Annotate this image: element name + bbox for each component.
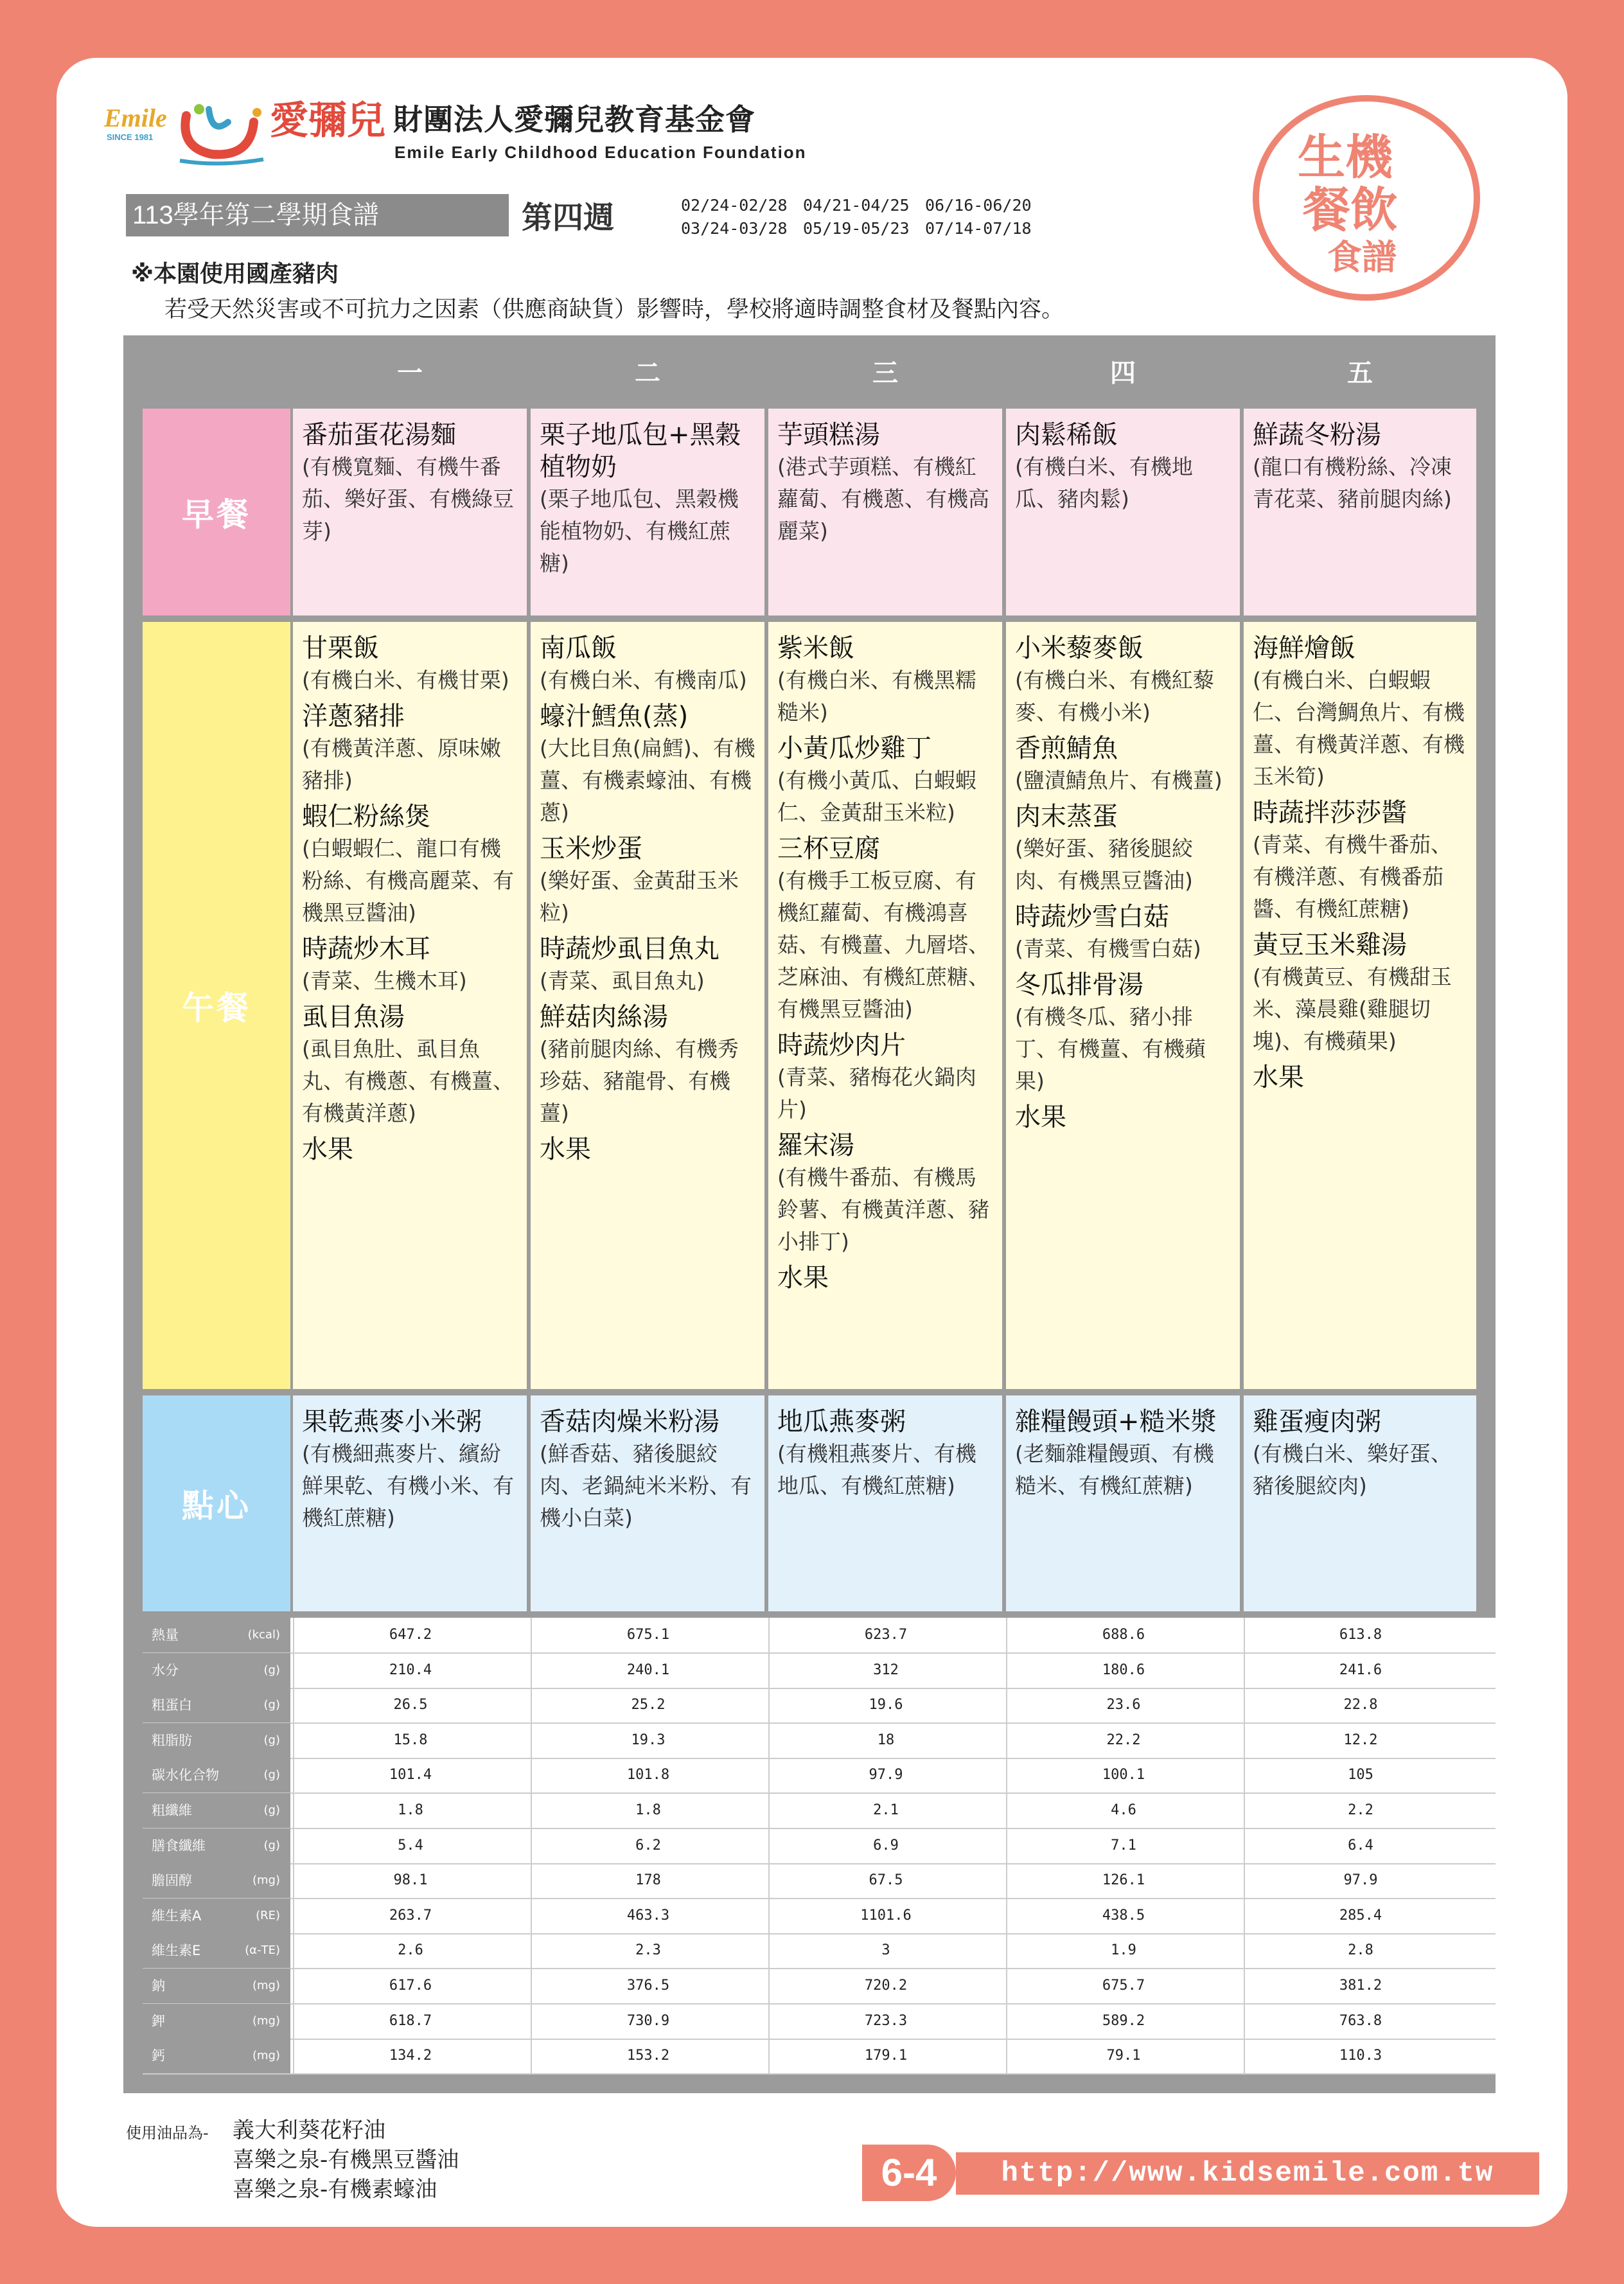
- nutrient-value: 438.5: [1006, 1899, 1240, 1933]
- logo-since-text: SINCE 1981: [107, 132, 154, 142]
- nutrient-value: 1101.6: [768, 1899, 1002, 1933]
- dish-ingredients: (樂好蛋、金黃甜玉米粒): [540, 868, 739, 925]
- nutrient-value: 285.4: [1244, 1899, 1476, 1933]
- date-range: 03/24-03/28: [681, 219, 788, 238]
- nutrient-value: 7.1: [1006, 1828, 1240, 1863]
- nutrient-unit: (mg): [252, 1873, 280, 1888]
- nutrient-value: 19.3: [531, 1723, 764, 1758]
- pork-origin-note: ※本園使用國產豬肉: [131, 261, 339, 287]
- nutrient-value: 98.1: [293, 1863, 527, 1898]
- dish-name: 香煎鯖魚: [1015, 734, 1118, 763]
- nutrient-value: 19.6: [768, 1688, 1002, 1722]
- dish-ingredients: (有機白米、白蝦蝦仁、台灣鯛魚片、有機薑、有機黃洋蔥、有機玉米筍): [1253, 668, 1465, 789]
- menu-cell: [293, 1395, 527, 1611]
- menu-cell: [1244, 409, 1476, 615]
- nutrient-value: 180.6: [1006, 1653, 1240, 1688]
- nutrient-value: 1.8: [531, 1793, 764, 1828]
- nutrient-value: 100.1: [1006, 1758, 1240, 1793]
- date-range: 06/16-06/20: [925, 196, 1032, 215]
- nutrient-name-text: 粗纖維: [152, 1803, 192, 1818]
- nutrient-value: 730.9: [531, 2004, 764, 2039]
- dish-ingredients: (鹽漬鯖魚片、有機薑): [1015, 768, 1222, 793]
- nutrient-name: [143, 1758, 290, 1793]
- dish-name: 時蔬炒雪白菇: [1015, 902, 1169, 932]
- dish-ingredients: (港式芋頭糕、有機紅蘿蔔、有機蔥、有機高麗菜): [777, 454, 989, 544]
- nutrient-value: 675.7: [1006, 1969, 1240, 2003]
- nutrient-name-text: 鈉: [152, 1978, 165, 1994]
- dish-ingredients: (有機寬麵、有機牛番茄、樂好蛋、有機綠豆芽): [302, 454, 514, 544]
- dish-name: 時蔬拌莎莎醬: [1253, 798, 1407, 828]
- dish-ingredients: (大比目魚(扁鱈)、有機薑、有機素蠔油、有機蔥): [540, 736, 755, 825]
- nutrient-value: 101.8: [531, 1758, 764, 1793]
- nutrient-name: [143, 1969, 290, 2003]
- nutrient-value: 2.3: [531, 1933, 764, 1968]
- meal-label: [143, 1395, 290, 1611]
- nutrient-unit: (mg): [252, 1979, 280, 1992]
- nutrient-value: 26.5: [293, 1688, 527, 1722]
- meal-label: [143, 409, 290, 615]
- dish-ingredients: (青菜、虱目魚丸): [540, 968, 705, 993]
- nutrient-name-text: 粗蛋白: [152, 1697, 192, 1713]
- date-range: 05/19-05/23: [803, 219, 910, 238]
- meal-label-text: 早餐: [182, 496, 251, 533]
- dish-name: 紫米飯: [777, 633, 854, 663]
- dish-name: 時蔬炒木耳: [302, 934, 430, 964]
- nutrient-value: 105: [1244, 1758, 1476, 1793]
- nutrient-value: 617.6: [293, 1969, 527, 2003]
- nutrient-name-text: 水分: [152, 1662, 179, 1678]
- dish-name: 水果: [302, 1135, 353, 1164]
- menu-cell: [1244, 1395, 1476, 1611]
- menu-cell: [768, 1395, 1002, 1611]
- org-name-chinese: 財團法人愛彌兒教育基金會: [393, 102, 755, 137]
- nutrition-table: [143, 1618, 1496, 2074]
- nutrient-unit: (mg): [252, 2049, 280, 2063]
- nutrient-name: [143, 2004, 290, 2039]
- organic-menu-badge: [1253, 95, 1480, 301]
- dish-name: 水果: [1015, 1102, 1066, 1132]
- menu-cell: [768, 622, 1002, 1389]
- dish-name: 水果: [1253, 1063, 1304, 1092]
- nutrient-value: 6.2: [531, 1828, 764, 1863]
- dish-name: 南瓜飯: [540, 633, 617, 663]
- nutrient-name: [143, 1723, 290, 1758]
- nutrient-value: 381.2: [1244, 1969, 1476, 2003]
- nutrient-value: 101.4: [293, 1758, 527, 1793]
- nutrition-row: [143, 1723, 1496, 1759]
- nutrient-value: 97.9: [1244, 1863, 1476, 1898]
- nutrient-value: 675.1: [531, 1618, 764, 1652]
- nutrition-row: [143, 1899, 1496, 1934]
- nutrient-value: 12.2: [1244, 1723, 1476, 1758]
- nutrient-value: 4.6: [1006, 1793, 1240, 1828]
- nutrient-value: 126.1: [1006, 1863, 1240, 1898]
- nutrient-name: [143, 1653, 290, 1688]
- nutrient-value: 6.4: [1244, 1828, 1476, 1863]
- day-header: 五: [1347, 359, 1373, 388]
- nutrition-row: [143, 2004, 1496, 2040]
- menu-cell: [1006, 1395, 1240, 1611]
- nutrient-name: [143, 2039, 290, 2073]
- nutrient-value: 210.4: [293, 1653, 527, 1688]
- menu-title: 113學年第二學期食譜: [126, 194, 509, 236]
- dish-name: 時蔬炒肉片: [777, 1031, 906, 1060]
- nutrient-value: 263.7: [293, 1899, 527, 1933]
- nutrient-value: 688.6: [1006, 1618, 1240, 1652]
- dish-ingredients: (豬前腿肉絲、有機秀珍菇、豬龍骨、有機薑): [540, 1036, 739, 1126]
- dish-ingredients: (有機白米、有機南瓜): [540, 668, 747, 693]
- dish-name: 洋蔥豬排: [302, 702, 405, 731]
- nutrient-value: 2.1: [768, 1793, 1002, 1828]
- dish-ingredients: (虱目魚肚、虱目魚丸、有機蔥、有機薑、有機黃洋蔥): [302, 1036, 514, 1126]
- nutrient-value: 240.1: [531, 1653, 764, 1688]
- day-header: 三: [872, 359, 898, 388]
- nutrient-unit: (g): [263, 1803, 280, 1817]
- nutrient-value: 1.9: [1006, 1933, 1240, 1968]
- nutrient-value: 15.8: [293, 1723, 527, 1758]
- nutrient-name-text: 鉀: [152, 2013, 165, 2029]
- dish-name: 蝦仁粉絲煲: [302, 802, 430, 831]
- dish-name: 蠔汁鱈魚(蒸): [540, 702, 689, 731]
- menu-table: [123, 335, 1496, 2093]
- menu-cell: [1244, 622, 1476, 1389]
- dish-name: 雞蛋瘦肉粥: [1253, 1407, 1381, 1437]
- badge-line-2: 餐飲: [1303, 182, 1398, 238]
- nutrition-row: [143, 1933, 1496, 1969]
- dish-name: 甘栗飯: [302, 633, 379, 663]
- menu-cell: [1006, 409, 1240, 615]
- dish-ingredients: (有機手工板豆腐、有機紅蘿蔔、有機鴻喜菇、有機薑、九層塔、芝麻油、有機紅蔗糖、有機黑豆醬油): [777, 868, 989, 1022]
- nutrient-unit: (g): [263, 1768, 280, 1782]
- nutrient-unit: (g): [263, 1733, 280, 1747]
- dish-name: 水果: [540, 1135, 591, 1164]
- dish-ingredients: (白蝦蝦仁、龍口有機粉絲、有機高麗菜、有機黑豆醬油): [302, 836, 514, 925]
- nutrition-row: [143, 1653, 1496, 1689]
- menu-cell: [293, 409, 527, 615]
- nutrient-value: 463.3: [531, 1899, 764, 1933]
- dish-ingredients: (栗子地瓜包、黑穀機能植物奶、有機紅蔗糖): [540, 486, 739, 576]
- dish-name: 水果: [777, 1263, 829, 1293]
- dish-name: 小黃瓜炒雞丁: [777, 734, 931, 763]
- dish-name: 芋頭糕湯: [777, 420, 880, 450]
- dish-name: 香菇肉燥米粉湯: [540, 1407, 719, 1437]
- nutrient-name: [143, 1933, 290, 1968]
- website-link[interactable]: http://www.kidsemile.com.tw: [956, 2152, 1539, 2195]
- nutrient-name-text: 膳食纖維: [152, 1837, 206, 1854]
- nutrient-value: 5.4: [293, 1828, 527, 1863]
- dish-name: 番茄蛋花湯麵: [302, 420, 456, 450]
- dish-ingredients: (青菜、豬梅花火鍋肉片): [777, 1065, 976, 1122]
- meal-label-text: 點心: [182, 1487, 251, 1525]
- nutrient-name-text: 碳水化合物: [152, 1767, 219, 1784]
- menu-cell: [531, 622, 764, 1389]
- nutrient-value: 134.2: [293, 2039, 527, 2073]
- menu-cell: [768, 409, 1002, 615]
- dish-ingredients: (有機黃豆、有機甜玉米、藻晨雞(雞腿切塊)、有機蘋果): [1253, 964, 1452, 1054]
- oil-item: 喜樂之泉-有機黑豆醬油: [233, 2147, 459, 2173]
- nutrient-value: 376.5: [531, 1969, 764, 2003]
- nutrient-unit: (α-TE): [245, 1943, 280, 1958]
- dish-ingredients: (有機白米、有機黑糯糙米): [777, 668, 976, 725]
- dish-ingredients: (有機白米、樂好蛋、豬後腿絞肉): [1253, 1441, 1452, 1498]
- day-header: 二: [635, 359, 660, 388]
- nutrient-value: 2.6: [293, 1933, 527, 1968]
- dish-name: 三杯豆腐: [777, 834, 880, 863]
- nutrient-value: 18: [768, 1723, 1002, 1758]
- date-range: 04/21-04/25: [803, 196, 910, 215]
- nutrition-row: [143, 1793, 1496, 1829]
- nutrient-name: [143, 1899, 290, 1933]
- dish-ingredients: (青菜、有機雪白菇): [1015, 936, 1201, 961]
- nutrient-value: 589.2: [1006, 2004, 1240, 2039]
- dish-ingredients: (有機白米、有機地瓜、豬肉鬆): [1015, 454, 1193, 511]
- nutrient-value: 6.9: [768, 1828, 1002, 1863]
- nutrient-value: 2.2: [1244, 1793, 1476, 1828]
- nutrient-value: 97.9: [768, 1758, 1002, 1793]
- nutrient-name-text: 熱量: [152, 1627, 179, 1643]
- nutrient-value: 618.7: [293, 2004, 527, 2039]
- dish-ingredients: (鮮香菇、豬後腿絞肉、老鍋純米米粉、有機小白菜): [540, 1441, 752, 1530]
- day-header: 四: [1110, 359, 1136, 388]
- nutrient-value: 22.2: [1006, 1723, 1240, 1758]
- nutrient-name: [143, 1688, 290, 1722]
- menu-cell: [531, 409, 764, 615]
- menu-cell: [1006, 622, 1240, 1389]
- nutrition-row: [143, 1758, 1496, 1794]
- dish-ingredients: (老麵雜糧饅頭、有機糙米、有機紅蔗糖): [1015, 1441, 1214, 1498]
- nutrient-value: 763.8: [1244, 2004, 1476, 2039]
- badge-line-3: 食譜: [1327, 237, 1397, 278]
- nutrient-value: 67.5: [768, 1863, 1002, 1898]
- nutrient-value: 241.6: [1244, 1653, 1476, 1688]
- dish-name: 肉鬆稀飯: [1015, 420, 1118, 450]
- dish-name: 肉末蒸蛋: [1015, 802, 1118, 831]
- nutrient-value: 3: [768, 1933, 1002, 1968]
- dish-name: 栗子地瓜包+黑穀植物奶: [540, 420, 741, 482]
- nutrition-row: [143, 1863, 1496, 1899]
- badge-line-1: 生機: [1298, 130, 1393, 185]
- oil-item: 義大利葵花籽油: [233, 2118, 385, 2143]
- dish-ingredients: (有機小黃瓜、白蝦蝦仁、金黃甜玉米粒): [777, 768, 976, 825]
- day-header: 一: [397, 359, 423, 388]
- nutrient-unit: (mg): [252, 2014, 280, 2028]
- nutrient-name: [143, 1863, 290, 1898]
- meal-label: [143, 622, 290, 1389]
- menu-cell: [531, 1395, 764, 1611]
- dish-ingredients: (樂好蛋、豬後腿絞肉、有機黑豆醬油): [1015, 836, 1193, 893]
- nutrient-name: [143, 1793, 290, 1828]
- oil-label: 使用油品為-: [126, 2124, 209, 2142]
- nutrition-row: [143, 1828, 1496, 1864]
- dish-ingredients: (有機粗燕麥片、有機地瓜、有機紅蔗糖): [777, 1441, 976, 1498]
- dish-name: 海鮮燴飯: [1253, 633, 1355, 663]
- nutrient-value: 312: [768, 1653, 1002, 1688]
- dish-name: 鮮蔬冬粉湯: [1253, 420, 1381, 450]
- logo-emile-text: Emile: [104, 103, 167, 132]
- dish-name: 果乾燕麥小米粥: [302, 1407, 482, 1437]
- dish-ingredients: (龍口有機粉絲、冷凍青花菜、豬前腿肉絲): [1253, 454, 1452, 511]
- dish-name: 鮮菇肉絲湯: [540, 1002, 668, 1032]
- dish-ingredients: (有機黃洋蔥、原味嫩豬排): [302, 736, 501, 793]
- dish-ingredients: (有機細燕麥片、繽紛鮮果乾、有機小米、有機紅蔗糖): [302, 1441, 514, 1530]
- dish-name: 雜糧饅頭+糙米漿: [1015, 1407, 1217, 1437]
- meal-label-text: 午餐: [182, 989, 251, 1027]
- dish-ingredients: (有機牛番茄、有機馬鈴薯、有機黃洋蔥、豬小排丁): [777, 1165, 989, 1254]
- logo-icon: [173, 96, 270, 170]
- menu-cell: [293, 622, 527, 1389]
- dish-name: 小米藜麥飯: [1015, 633, 1143, 663]
- nutrient-unit: (g): [263, 1698, 280, 1712]
- nutrient-value: 110.3: [1244, 2039, 1476, 2073]
- disclaimer-note: 若受天然災害或不可抗力之因素（供應商缺貨）影響時，學校將適時調整食材及餐點內容。: [164, 297, 1064, 323]
- dish-name: 冬瓜排骨湯: [1015, 970, 1143, 1000]
- nutrient-name-text: 鈣: [152, 2048, 165, 2064]
- date-range: 02/24-02/28: [681, 196, 788, 215]
- org-name-english: Emile Early Childhood Education Foundation: [394, 143, 807, 162]
- nutrient-value: 178: [531, 1863, 764, 1898]
- dish-ingredients: (有機白米、有機紅藜麥、有機小米): [1015, 668, 1214, 725]
- nutrition-row: [143, 1969, 1496, 2005]
- nutrient-value: 647.2: [293, 1618, 527, 1652]
- nutrient-value: 79.1: [1006, 2039, 1240, 2073]
- date-ranges: [681, 194, 1047, 240]
- nutrient-name-text: 維生素E: [152, 1943, 201, 1959]
- dish-ingredients: (青菜、生機木耳): [302, 968, 467, 993]
- nutrient-name: [143, 1828, 290, 1863]
- dish-name: 黃豆玉米雞湯: [1253, 930, 1407, 960]
- nutrient-name: [143, 1618, 290, 1652]
- nutrient-name-text: 維生素A: [152, 1908, 202, 1924]
- dish-ingredients: (有機白米、有機甘栗): [302, 668, 509, 693]
- nutrient-name-text: 粗脂肪: [152, 1732, 192, 1748]
- dish-name: 羅宋湯: [777, 1131, 854, 1160]
- dish-name: 虱目魚湯: [302, 1002, 405, 1032]
- page-number: 6-4: [862, 2145, 956, 2201]
- nutrient-unit: (RE): [256, 1908, 280, 1922]
- nutrient-value: 23.6: [1006, 1688, 1240, 1722]
- nutrient-name-text: 膽固醇: [152, 1873, 192, 1889]
- dish-ingredients: (有機冬瓜、豬小排丁、有機薑、有機蘋果): [1015, 1004, 1206, 1093]
- nutrient-value: 613.8: [1244, 1618, 1476, 1652]
- nutrient-value: 179.1: [768, 2039, 1002, 2073]
- date-range: 07/14-07/18: [925, 219, 1032, 238]
- nutrient-value: 1.8: [293, 1793, 527, 1828]
- nutrient-value: 2.8: [1244, 1933, 1476, 1968]
- logo-brand-text: 愛彌兒: [270, 98, 385, 143]
- nutrient-value: 623.7: [768, 1618, 1002, 1652]
- nutrient-value: 25.2: [531, 1688, 764, 1722]
- nutrient-unit: (g): [263, 1663, 280, 1677]
- oil-item: 喜樂之泉-有機素蠔油: [233, 2177, 437, 2202]
- nutrient-unit: (kcal): [247, 1628, 280, 1642]
- dish-name: 玉米炒蛋: [540, 834, 642, 863]
- dish-name: 時蔬炒虱目魚丸: [540, 934, 719, 964]
- nutrient-value: 153.2: [531, 2039, 764, 2073]
- dish-name: 地瓜燕麥粥: [777, 1407, 906, 1437]
- nutrient-value: 22.8: [1244, 1688, 1476, 1722]
- dish-ingredients: (青菜、有機牛番茄、有機洋蔥、有機番茄醬、有機紅蔗糖): [1253, 832, 1452, 921]
- nutrition-row: [143, 1618, 1496, 1654]
- nutrient-unit: (g): [263, 1838, 280, 1852]
- nutrient-value: 723.3: [768, 2004, 1002, 2039]
- nutrition-row: [143, 1688, 1496, 1724]
- week-label: 第四週: [522, 200, 615, 236]
- nutrition-row: [143, 2039, 1496, 2075]
- nutrient-value: 720.2: [768, 1969, 1002, 2003]
